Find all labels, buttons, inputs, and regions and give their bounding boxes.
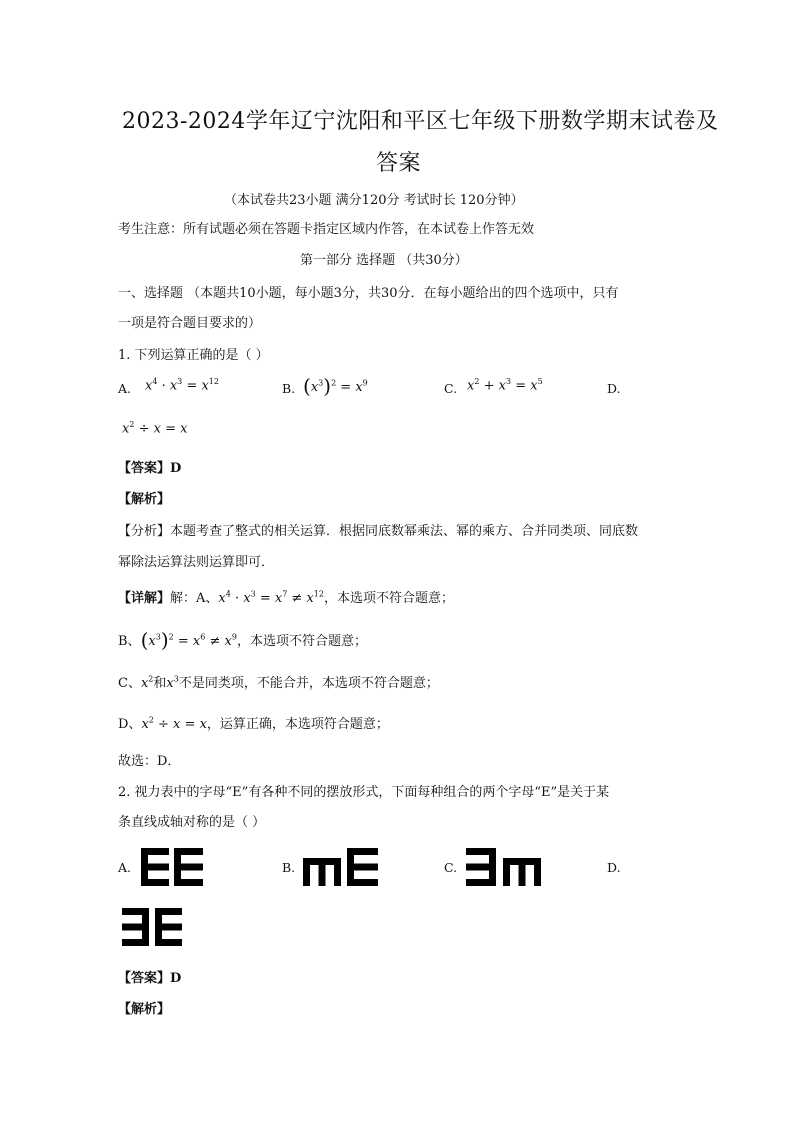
q2-option-c-e-pair-figure (466, 848, 541, 886)
exam-info: （本试卷共23小题 满分120分 考试时长 120分钟） (224, 193, 524, 208)
q1-stem: 1. 下列运算正确的是（ ） (118, 348, 269, 363)
q1-fenxi-line2: 幂除法运算法则运算即可． (118, 555, 275, 570)
doc-title-line1: 2023-2024学年辽宁沈阳和平区七年级下册数学期末试卷及 (122, 109, 719, 134)
q2-option-c-label: C. (444, 860, 458, 875)
q2-option-d-label: D. (607, 860, 621, 875)
q1-detail-d-formula: $x^2 \div x = x$ (141, 715, 207, 732)
q1-option-c-label: C. (444, 381, 458, 396)
q2-option-b-e-pair-figure (303, 848, 378, 886)
q2-option-a-e-pair-figure (141, 848, 203, 886)
q1-option-a-label: A. (118, 381, 132, 396)
doc-title-line2: 答案 (376, 151, 422, 176)
q1-detail-b: B、$(x^3)^2 = x^6 \ne x^9$，本选项不符合题意； (118, 628, 367, 652)
q1-analysis-heading: 【解析】 (118, 492, 171, 507)
q2-option-b-label: B. (282, 860, 296, 875)
part-title: 第一部分 选择题 （共30分） (300, 253, 468, 268)
q1-option-c-formula: $x^2 + x^3 = x^5$ (467, 377, 543, 394)
q1-option-a-formula: $x^4 \cdot x^3 = x^{12}$ (145, 377, 219, 394)
q2-option-a-label: A. (118, 860, 132, 875)
section-instructions-2: 一项是符合题目要求的） (118, 316, 262, 331)
q1-option-d-label: D. (607, 381, 621, 396)
q1-detail-c: C、$x^2$和$x^3$不是同类项，不能合并，本选项不符合题意； (118, 674, 439, 691)
q1-option-d-formula: $x^2 \div x = x$ (122, 420, 188, 437)
q1-detail-d: D、$x^2 \div x = x$，运算正确，本选项符合题意； (118, 715, 389, 732)
q2-analysis-heading: 【解析】 (118, 1002, 171, 1017)
q2-option-d-e-pair-figure (122, 908, 182, 946)
q1-conclusion: 故选：D． (118, 754, 181, 769)
q1-answer: 【答案】D (118, 461, 182, 476)
section-instructions-1: 一、选择题 （本题共10小题，每小题3分，共30分．在每小题给出的四个选项中，只有 (118, 286, 619, 301)
q1-option-b-label: B. (282, 381, 296, 396)
q2-stem-line2: 条直线成轴对称的是（ ） (118, 815, 266, 830)
q1-detail-heading: 【详解】 (118, 591, 171, 606)
q1-detail-a-formula: $x^4 \cdot x^3 = x^7 \ne x^{12}$ (218, 589, 324, 606)
notice: 考生注意：所有试题必须在答题卡指定区域内作答，在本试卷上作答无效 (118, 222, 535, 237)
q1-fenxi-line1: 【分析】本题考查了整式的相关运算．根据同底数幂乘法、幂的乘方、合并同类项、同底数 (118, 524, 639, 539)
q1-option-b-formula: $(x^3)^2 = x^9$ (303, 374, 368, 398)
q1-detail-b-formula: $(x^3)^2 = x^6 \ne x^9$ (140, 628, 237, 652)
q1-detail-a: 【详解】解：A、$x^4 \cdot x^3 = x^7 \ne x^{12}$，本选项不符合题意； (118, 589, 454, 606)
q2-stem-line1: 2. 视力表中的字母“E”有各种不同的摆放形式，下面每种组合的两个字母“E”是关于某 (118, 785, 610, 800)
q2-answer: 【答案】D (118, 971, 182, 986)
